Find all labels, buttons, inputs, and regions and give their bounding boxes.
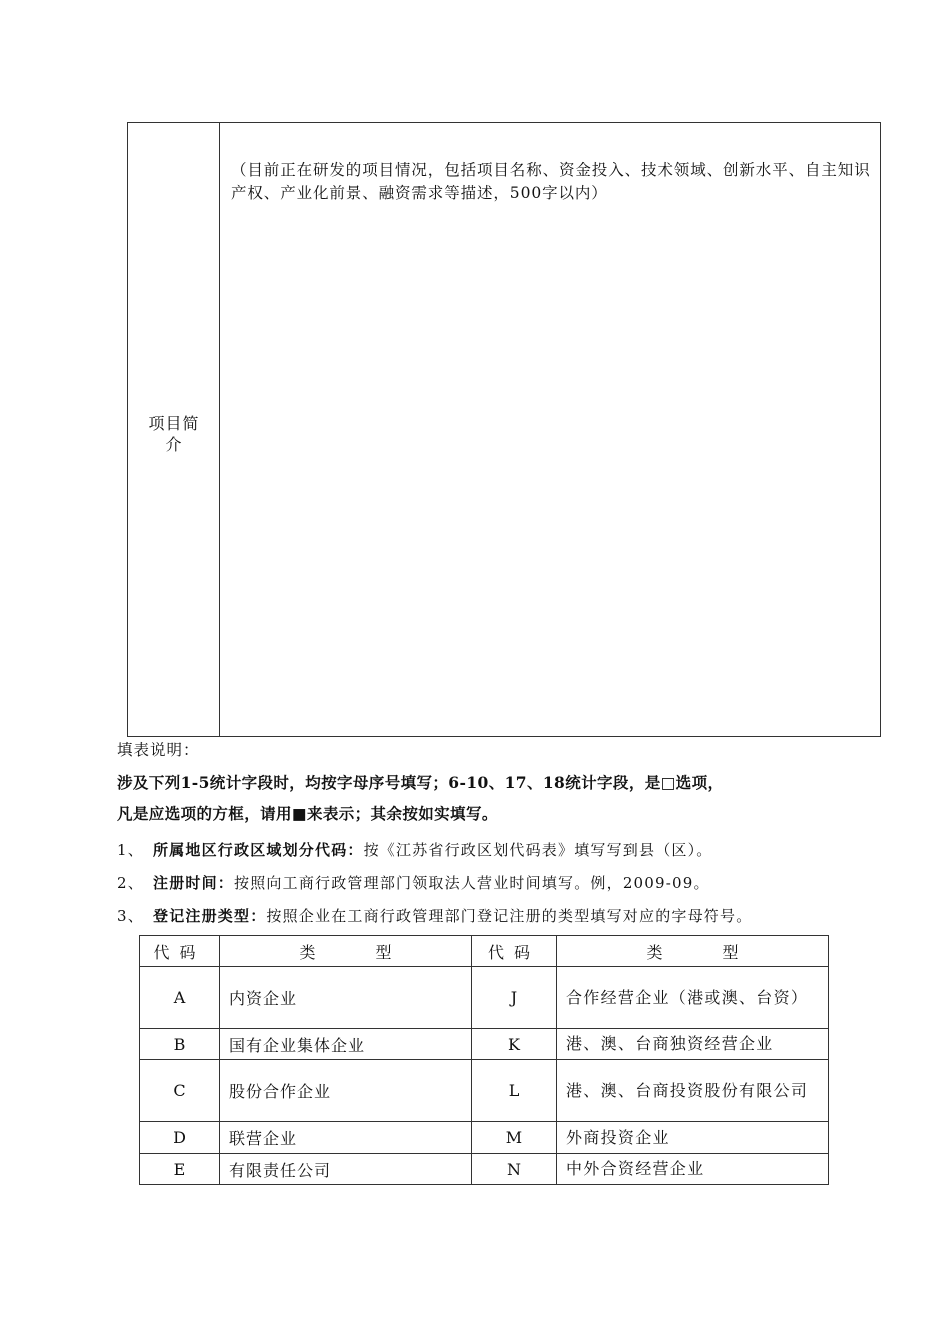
notes-title: 填表说明： — [117, 741, 200, 759]
type-cell: 港、澳、台商独资经营企业 — [557, 1029, 829, 1060]
table-row — [140, 1060, 829, 1122]
type-cell: 国有企业集体企业 — [220, 1029, 472, 1060]
notes-rule-line-2: 凡是应选项的方框，请用■来表示；其余按如实填写。 — [117, 804, 498, 823]
type-cell: 联营企业 — [220, 1122, 472, 1154]
header-type: 类型 — [220, 936, 472, 967]
notes-item-1 — [117, 840, 713, 860]
type-cell: 港、澳、台商投资股份有限公司 — [557, 1060, 829, 1122]
table-header-row — [140, 936, 829, 967]
item-text: 按照企业在工商行政管理部门登记注册的类型填写对应的字母符号。 — [266, 907, 753, 925]
item-text: 按《江苏省行政区划代码表》填写写到县（区）。 — [363, 841, 713, 859]
type-cell: 合作经营企业（港或澳、台资） — [557, 967, 829, 1029]
item-label: 登记注册类型： — [153, 907, 267, 925]
code-cell: K — [472, 1029, 557, 1060]
type-cell: 有限责任公司 — [220, 1154, 472, 1185]
type-cell: 股份合作企业 — [220, 1060, 472, 1122]
code-cell: A — [140, 967, 220, 1029]
code-cell: L — [472, 1060, 557, 1122]
code-cell: M — [472, 1122, 557, 1154]
project-intro-label: 项目简介 — [148, 414, 200, 454]
item-text: 按照向工商行政管理部门领取法人营业时间填写。例，2009-09。 — [234, 874, 710, 892]
type-cell: 中外合资经营企业 — [557, 1154, 829, 1185]
header-type: 类型 — [557, 936, 829, 967]
project-label-cell — [128, 123, 220, 736]
table-row — [140, 1122, 829, 1154]
code-cell: C — [140, 1060, 220, 1122]
code-cell: J — [472, 967, 557, 1029]
notes-item-3 — [117, 906, 752, 926]
notes-rule-line-1: 涉及下列1-5统计字段时，均按字母序号填写；6-10、17、18统计字段，是□选项， — [117, 773, 724, 792]
code-cell: D — [140, 1122, 220, 1154]
code-cell: B — [140, 1029, 220, 1060]
item-label: 所属地区行政区域划分代码： — [153, 841, 364, 859]
item-label: 注册时间： — [153, 874, 235, 892]
type-cell: 外商投资企业 — [557, 1122, 829, 1154]
item-number: 1、 — [117, 841, 144, 859]
header-code: 代码 — [472, 936, 557, 967]
table-row — [140, 1154, 829, 1185]
table-row — [140, 967, 829, 1029]
notes-item-2 — [117, 873, 710, 893]
code-cell: N — [472, 1154, 557, 1185]
registration-type-code-table — [139, 935, 829, 1185]
header-code: 代码 — [140, 936, 220, 967]
project-intro-table — [127, 122, 881, 737]
item-number: 2、 — [117, 874, 144, 892]
type-cell: 内资企业 — [220, 967, 472, 1029]
code-cell: E — [140, 1154, 220, 1185]
table-row — [140, 1029, 829, 1060]
project-intro-hint[interactable]: （目前正在研发的项目情况，包括项目名称、资金投入、技术领域、创新水平、自主知识产权、产业化前景、融资需求等描述，500字以内） — [231, 161, 871, 202]
item-number: 3、 — [117, 907, 144, 925]
